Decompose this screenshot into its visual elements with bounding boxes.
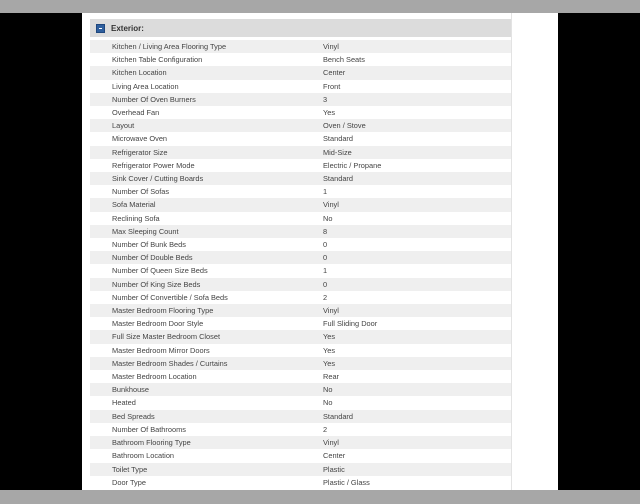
spec-value: Yes	[299, 357, 511, 370]
spec-label: Master Bedroom Mirror Doors	[90, 344, 299, 357]
table-row	[90, 106, 511, 119]
spec-value: Vinyl	[299, 304, 511, 317]
spec-label: Heated	[90, 396, 299, 409]
spec-value: 1	[299, 185, 511, 198]
spec-value: 2	[299, 291, 511, 304]
table-row	[90, 238, 511, 251]
spec-label: Toilet Type	[90, 463, 299, 476]
spec-label: Living Area Location	[90, 80, 299, 93]
table-row	[90, 132, 511, 145]
bottom-frame-bar	[0, 490, 640, 504]
spec-value: Center	[299, 66, 511, 79]
spec-label: Refrigerator Size	[90, 146, 299, 159]
table-row	[90, 198, 511, 211]
spec-value: No	[299, 212, 511, 225]
spec-value: Plastic	[299, 463, 511, 476]
table-row	[90, 304, 511, 317]
table-row	[90, 264, 511, 277]
section-header[interactable]	[90, 19, 511, 37]
spec-value: Rear	[299, 370, 511, 383]
spec-label: Door Type	[90, 476, 299, 489]
table-row	[90, 80, 511, 93]
specs-table	[90, 40, 511, 489]
table-row	[90, 330, 511, 343]
spec-page	[82, 13, 557, 490]
table-row	[90, 396, 511, 409]
spec-value: No	[299, 383, 511, 396]
spec-value: Yes	[299, 106, 511, 119]
exterior-section	[90, 19, 511, 489]
table-row	[90, 159, 511, 172]
spec-label: Refrigerator Power Mode	[90, 159, 299, 172]
right-sidebar-panel	[511, 13, 558, 490]
spec-value: Oven / Stove	[299, 119, 511, 132]
spec-value: Vinyl	[299, 40, 511, 53]
spec-label: Reclining Sofa	[90, 212, 299, 225]
spec-value: Vinyl	[299, 198, 511, 211]
section-title: Exterior:	[111, 23, 144, 33]
top-frame-bar	[0, 0, 640, 13]
spec-label: Kitchen Table Configuration	[90, 53, 299, 66]
spec-value: Mid-Size	[299, 146, 511, 159]
spec-label: Number Of King Size Beds	[90, 278, 299, 291]
spec-value: 1	[299, 264, 511, 277]
spec-value: Yes	[299, 344, 511, 357]
spec-label: Bathroom Location	[90, 449, 299, 462]
spec-label: Sink Cover / Cutting Boards	[90, 172, 299, 185]
spec-label: Number Of Oven Burners	[90, 93, 299, 106]
spec-label: Number Of Sofas	[90, 185, 299, 198]
spec-label: Max Sleeping Count	[90, 225, 299, 238]
table-row	[90, 185, 511, 198]
spec-label: Microwave Oven	[90, 132, 299, 145]
table-row	[90, 370, 511, 383]
spec-value: 2	[299, 423, 511, 436]
spec-label: Overhead Fan	[90, 106, 299, 119]
table-row	[90, 463, 511, 476]
spec-label: Number Of Double Beds	[90, 251, 299, 264]
spec-label: Number Of Bathrooms	[90, 423, 299, 436]
spec-value: Vinyl	[299, 436, 511, 449]
table-row	[90, 212, 511, 225]
spec-label: Kitchen Location	[90, 66, 299, 79]
spec-label: Master Bedroom Shades / Curtains	[90, 357, 299, 370]
spec-value: Bench Seats	[299, 53, 511, 66]
spec-value: Full Sliding Door	[299, 317, 511, 330]
spec-value: Electric / Propane	[299, 159, 511, 172]
table-row	[90, 40, 511, 53]
table-row	[90, 449, 511, 462]
table-row	[90, 410, 511, 423]
table-row	[90, 383, 511, 396]
table-row	[90, 278, 511, 291]
spec-value: Plastic / Glass	[299, 476, 511, 489]
spec-label: Master Bedroom Door Style	[90, 317, 299, 330]
spec-label: Layout	[90, 119, 299, 132]
table-row	[90, 146, 511, 159]
spec-label: Number Of Convertible / Sofa Beds	[90, 291, 299, 304]
spec-label: Number Of Bunk Beds	[90, 238, 299, 251]
spec-label: Bunkhouse	[90, 383, 299, 396]
table-row	[90, 53, 511, 66]
table-row	[90, 423, 511, 436]
table-row	[90, 225, 511, 238]
spec-label: Bathroom Flooring Type	[90, 436, 299, 449]
table-row	[90, 66, 511, 79]
spec-value: Standard	[299, 132, 511, 145]
spec-value: 0	[299, 238, 511, 251]
spec-value: 3	[299, 93, 511, 106]
spec-value: 0	[299, 278, 511, 291]
spec-label: Number Of Queen Size Beds	[90, 264, 299, 277]
spec-value: No	[299, 396, 511, 409]
table-row	[90, 344, 511, 357]
table-row	[90, 251, 511, 264]
spec-value: 0	[299, 251, 511, 264]
spec-label: Kitchen / Living Area Flooring Type	[90, 40, 299, 53]
table-row	[90, 119, 511, 132]
spec-value: Standard	[299, 172, 511, 185]
table-row	[90, 93, 511, 106]
spec-value: 8	[299, 225, 511, 238]
table-row	[90, 317, 511, 330]
table-row	[90, 172, 511, 185]
spec-label: Master Bedroom Location	[90, 370, 299, 383]
spec-label: Bed Spreads	[90, 410, 299, 423]
spec-label: Master Bedroom Flooring Type	[90, 304, 299, 317]
spec-value: Center	[299, 449, 511, 462]
spec-value: Yes	[299, 330, 511, 343]
spec-label: Sofa Material	[90, 198, 299, 211]
collapse-icon[interactable]	[96, 24, 105, 33]
spec-value: Standard	[299, 410, 511, 423]
table-row	[90, 357, 511, 370]
spec-value: Front	[299, 80, 511, 93]
spec-label: Full Size Master Bedroom Closet	[90, 330, 299, 343]
table-row	[90, 291, 511, 304]
table-row	[90, 436, 511, 449]
table-row	[90, 476, 511, 489]
